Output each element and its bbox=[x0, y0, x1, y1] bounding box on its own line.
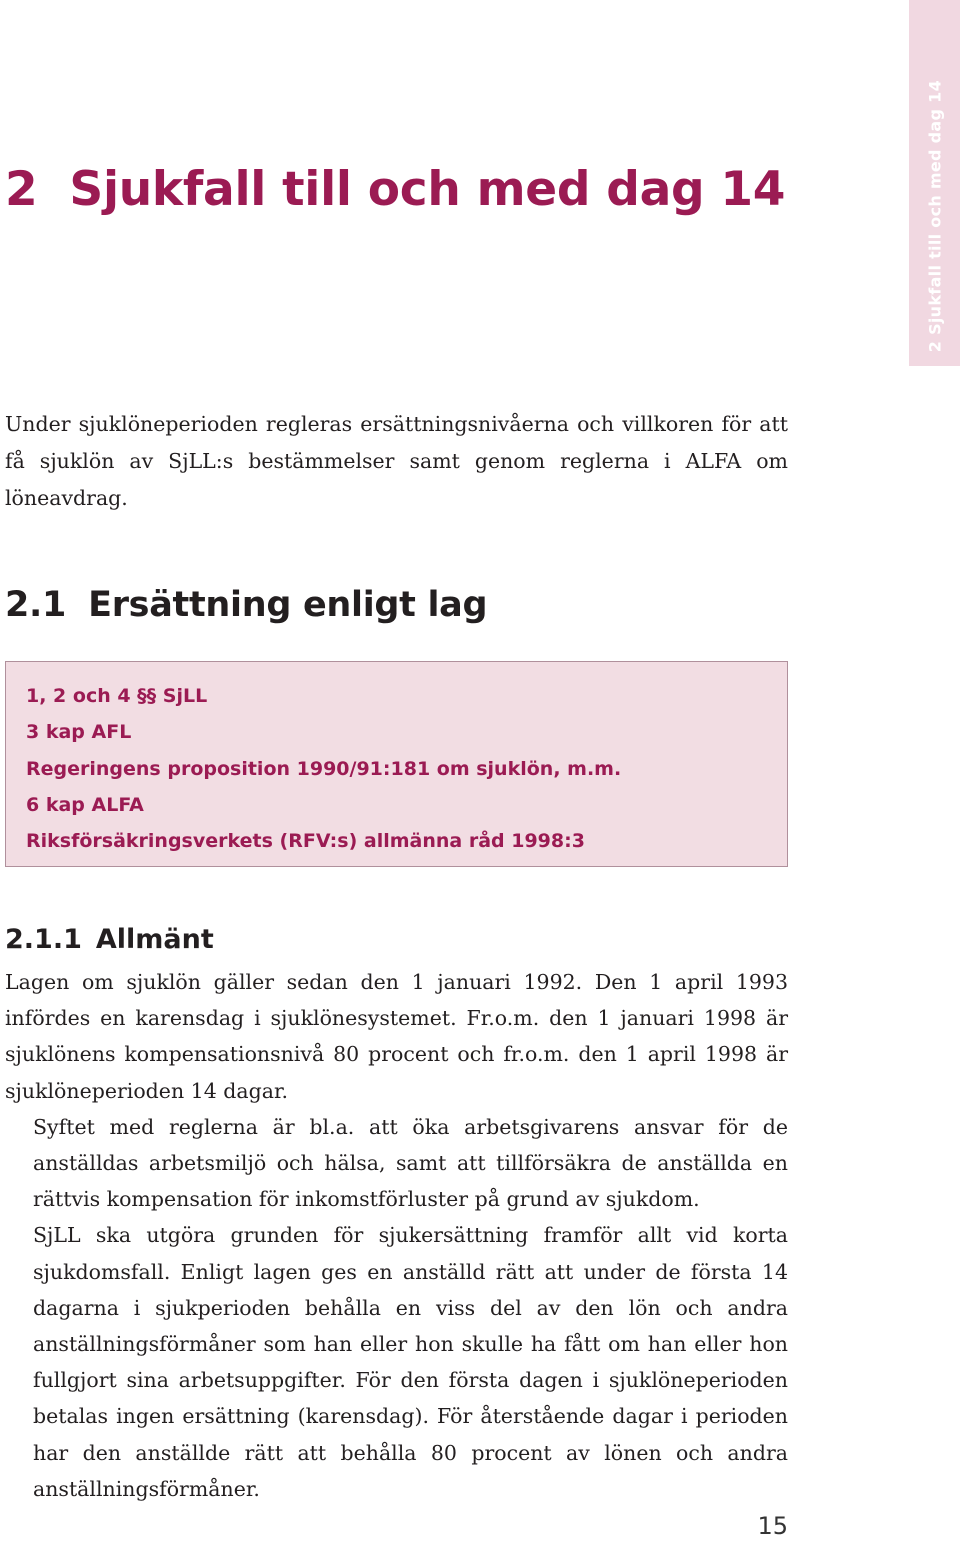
side-tab-label: 2 Sjukfall till och med dag 14 bbox=[925, 79, 944, 352]
subsection-title-text: Allmänt bbox=[95, 924, 214, 955]
subsection-title bbox=[5, 924, 214, 955]
chapter-title-text: Sjukfall till och med dag 14 bbox=[69, 162, 786, 217]
reference-line: 1, 2 och 4 §§ SjLL bbox=[26, 685, 208, 707]
reference-line: 6 kap ALFA bbox=[26, 793, 144, 816]
body-paragraph: Lagen om sjuklön gäller sedan den 1 januari 1992. Den 1 april 1993 infördes en karensdag i sjuklönesystemet. Fr.o.m. den 1 januari 1998 är sjuklönens kompensationsnivå 80 procent och fr.o.m. den 1 april 1998 är sjuklöneperioden 14 dagar. bbox=[5, 970, 788, 1103]
section-number: 2.1 bbox=[5, 585, 67, 625]
body-paragraph: Syftet med reglerna är bl.a. att öka arbetsgivarens ansvar för de anställdas arbetsmiljö och hälsa, samt att tillförsäkra de anställda en rättvis kompensation för inkomstförluster på grund av sjukdom. bbox=[33, 1114, 788, 1212]
side-tab bbox=[909, 0, 960, 366]
body-text bbox=[5, 964, 788, 1507]
body-paragraph: SjLL ska utgöra grunden för sjukersättning framför allt vid korta sjukdomsfall. Enligt lagen ges en anställd rätt att under de första 14 dagarna i sjukperioden behålla en viss del av den lön och andra anställningsförmåner som han eller hon skulle ha fått om han eller hon fullgjort sina arbetsuppgifter. För den första dagen i sjuklöneperioden betalas ingen ersättning (karensdag). För återstående dagar i perioden har den anställde rätt att behålla 80 procent av lönen och andra anställningsförmåner. bbox=[33, 1223, 788, 1501]
legal-references-box bbox=[5, 661, 788, 867]
reference-line: Regeringens proposition 1990/91:181 om sjuklön, m.m. bbox=[26, 757, 622, 780]
page-number: 15 bbox=[757, 1512, 788, 1540]
chapter-number: 2 bbox=[5, 162, 38, 217]
intro-paragraph: Under sjuklöneperioden regleras ersättningsnivåerna och villkoren för att få sjuklön av SjLL:s bestämmelser samt genom reglerna i ALFA om löneavdrag. bbox=[5, 412, 788, 510]
subsection-number: 2.1.1 bbox=[5, 924, 82, 955]
reference-line: 3 kap AFL bbox=[26, 721, 132, 744]
chapter-title bbox=[5, 162, 785, 217]
section-title-text: Ersättning enligt lag bbox=[88, 585, 488, 625]
reference-line: Riksförsäkringsverkets (RFV:s) allmänna råd 1998:3 bbox=[26, 830, 585, 853]
section-title bbox=[5, 585, 487, 625]
